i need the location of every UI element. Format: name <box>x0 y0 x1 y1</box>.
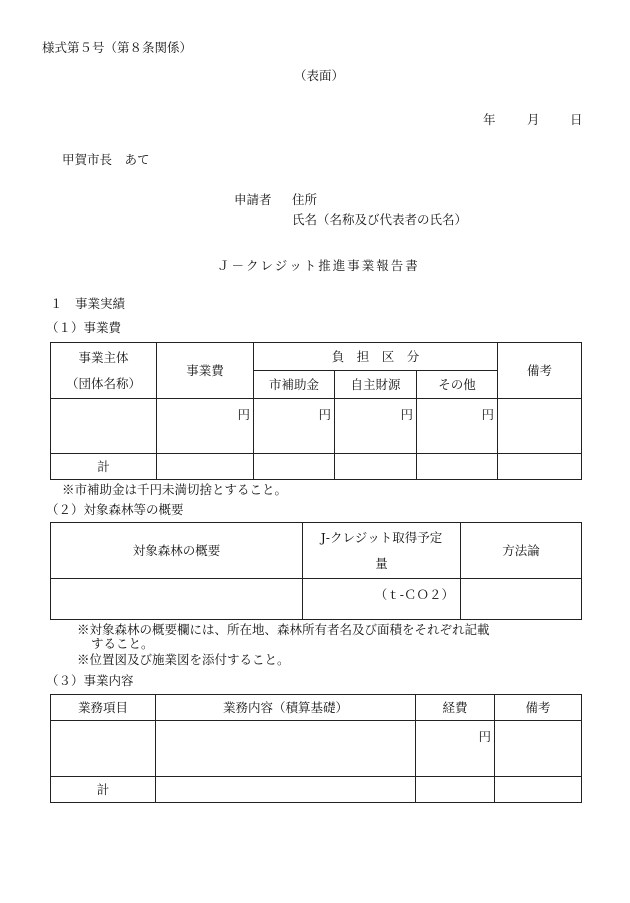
total-remarks[interactable] <box>498 454 582 480</box>
table-row <box>51 721 582 777</box>
cell-subsidy[interactable]: 円 <box>254 399 335 454</box>
total-cost[interactable] <box>157 454 254 480</box>
cell-other[interactable]: 円 <box>417 399 498 454</box>
cost-table <box>50 342 582 480</box>
cell-content[interactable] <box>156 721 416 777</box>
total-row <box>51 777 582 803</box>
date-year: 年 <box>483 112 496 127</box>
cell-item[interactable] <box>51 721 156 777</box>
sub2-heading: （２）対象森林等の概要 <box>46 502 184 517</box>
cell-remarks[interactable] <box>495 721 582 777</box>
total-expense[interactable] <box>416 777 495 803</box>
date-day: 日 <box>570 112 583 127</box>
header-remarks: 備考 <box>498 343 582 399</box>
total-label: 計 <box>51 454 157 480</box>
header-cost: 事業費 <box>157 343 254 399</box>
sub3-heading: （３）事業内容 <box>46 673 134 688</box>
cell-forest[interactable] <box>51 579 303 620</box>
cell-method[interactable] <box>461 579 582 620</box>
total-other[interactable] <box>417 454 498 480</box>
table-row <box>51 579 582 620</box>
total-own-funds[interactable] <box>335 454 417 480</box>
header-subsidy: 市補助金 <box>254 371 335 399</box>
cell-credit[interactable]: （ｔ-ＣＯ２） <box>303 579 461 620</box>
header-content: 業務内容（積算基礎） <box>156 695 416 721</box>
header-burden: 負 担 区 分 <box>254 343 498 371</box>
header-credit <box>303 523 461 579</box>
side-label: （表面） <box>294 68 345 83</box>
header-entity-line2: （団体名称） <box>65 375 141 391</box>
cell-entity[interactable] <box>51 399 157 454</box>
total-content[interactable] <box>156 777 416 803</box>
header-own-funds: 自主財源 <box>335 371 417 399</box>
address-label: 住所 <box>292 192 318 207</box>
subsidy-note: ※市補助金は千円未満切捨とすること。 <box>62 482 288 497</box>
forest-note-line1: ※対象森林の概要欄には、所在地、森林所有者名及び面積をそれぞれ記載 <box>77 622 490 637</box>
date-month: 月 <box>527 112 540 127</box>
header-forest: 対象森林の概要 <box>51 523 303 579</box>
header-remarks: 備考 <box>495 695 582 721</box>
cell-own-funds[interactable]: 円 <box>335 399 417 454</box>
cell-remarks[interactable] <box>498 399 582 454</box>
header-method: 方法論 <box>461 523 582 579</box>
forest-table <box>50 522 582 620</box>
header-item: 業務項目 <box>51 695 156 721</box>
cell-expense[interactable]: 円 <box>416 721 495 777</box>
attachment-note: ※位置図及び施業図を添付すること。 <box>77 652 290 667</box>
header-entity <box>51 343 157 399</box>
header-credit-line1: J-クレジット取得予定 <box>320 529 443 545</box>
total-label: 計 <box>51 777 156 803</box>
header-other: その他 <box>417 371 498 399</box>
name-label: 氏名（名称及び代表者の氏名） <box>292 212 468 227</box>
header-expense: 経費 <box>416 695 495 721</box>
addressee: 甲賀市長 あて <box>62 152 150 167</box>
table-row <box>51 399 582 454</box>
total-subsidy[interactable] <box>254 454 335 480</box>
section1-heading: １ 事業実績 <box>50 296 126 311</box>
total-remarks[interactable] <box>495 777 582 803</box>
header-entity-line1: 事業主体 <box>78 349 129 365</box>
work-table <box>50 694 582 803</box>
form-number: 様式第５号（第８条関係） <box>42 40 193 55</box>
forest-note-line2: すること。 <box>91 636 154 651</box>
header-credit-line2: 量 <box>375 555 388 571</box>
applicant-label: 申請者 <box>234 192 272 207</box>
total-row <box>51 454 582 480</box>
cell-cost[interactable]: 円 <box>157 399 254 454</box>
sub1-heading: （１）事業費 <box>46 320 122 335</box>
document-title: Ｊ－クレジット推進事業報告書 <box>217 258 420 273</box>
